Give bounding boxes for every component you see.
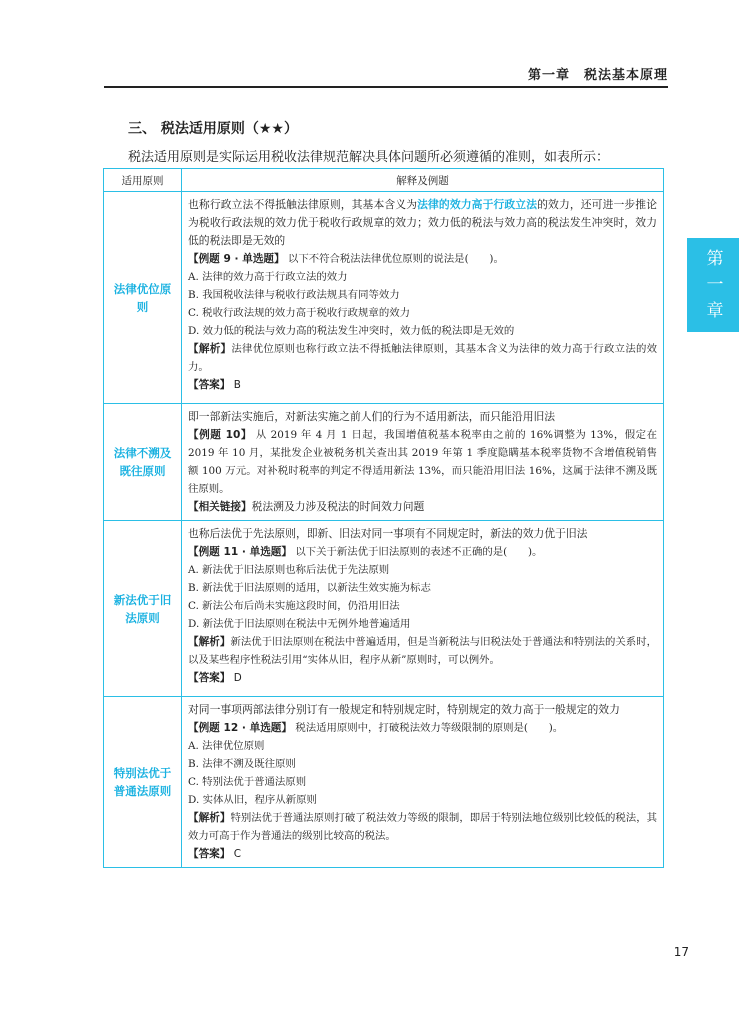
page-number: 17 <box>673 945 689 959</box>
chapter-tab-char: 第 <box>706 249 724 269</box>
example-question <box>188 250 657 268</box>
answer-value: D <box>233 672 242 684</box>
definition-text: 也称行政立法不得抵触法律原则，其基本含义为 <box>188 198 418 211</box>
option: C. 特别法优于普通法原则 <box>188 776 307 788</box>
option: B. 新法优于旧法原则的适用，以新法生效实施为标志 <box>188 582 431 594</box>
rule-explanation <box>182 404 664 521</box>
analysis <box>188 633 657 669</box>
table-header-row <box>104 169 664 192</box>
rule-definition: 即一部新法实施后，对新法实施之前人们的行为不适用新法，而只能沿用旧法 <box>188 410 556 423</box>
rule-definition: 也称后法优于先法原则，即新、旧法对同一事项有不同规定时，新法的效力优于旧法 <box>188 527 588 540</box>
option: D. 新法优于旧法原则在税法中无例外地普遍适用 <box>188 618 411 630</box>
example-text: 从 2019 年 4 月 1 日起，我国增值税基本税率由之前的 16%调整为 13%，假定在 2019 年 10 月，某批发企业被税务机关查出其 2019 年第 1 季度隐瞒基本税率货物不含增值税销售额 100 万元。对补税时税率的判定不得适用新法 13%，而只能沿用旧法 16%，这属于法律不溯及既往原则。 <box>188 429 657 495</box>
analysis-tag: 【解析】 <box>188 343 232 355</box>
column-header: 适用原则 <box>104 169 182 192</box>
table-row <box>104 697 664 868</box>
chapter-tab <box>687 238 739 332</box>
chapter-tab-char: 一 <box>706 275 724 295</box>
running-header <box>104 62 668 88</box>
example-text: 以下关于新法优于旧法原则的表述不正确的是( )。 <box>295 546 543 558</box>
option: C. 新法公布后尚未实施这段时间，仍沿用旧法 <box>188 600 400 612</box>
analysis-text: 新法优于旧法原则在税法中普遍适用，但是当新税法与旧税法处于普通法和特别法的关系时，以及某些程序性税法引用“实体从旧，程序从新”原则时，可以例外。 <box>188 636 658 666</box>
example-tag: 【例题 10】 <box>188 429 253 441</box>
table-row <box>104 404 664 521</box>
definition-text: 的效力，还可进一步推论为税收行政法规的效力优于税收行政规章的效力；效力低的税法与效力高的税法发生冲突时，效力低的税法即是无效的 <box>188 198 658 247</box>
rule-name: 新法优于旧法原则 <box>104 521 182 697</box>
example-text: 以下不符合税法法律优位原则的说法是( )。 <box>287 253 504 265</box>
option: D. 实体从旧，程序从新原则 <box>188 794 317 806</box>
example-tag: 【例题 12 · 单选题】 <box>188 722 292 734</box>
analysis-text: 法律优位原则也称行政立法不得抵触法律原则，其基本含义为法律的效力高于行政立法的效力。 <box>188 343 658 373</box>
example-question <box>188 719 657 737</box>
example-tag: 【例题 9 · 单选题】 <box>188 253 285 265</box>
section-heading: 三、 税法适用原则（★★） <box>128 121 298 137</box>
definition-highlight: 法律的效力高于行政立法 <box>417 198 538 211</box>
rule-name: 法律不溯及既往原则 <box>104 404 182 521</box>
option: A. 新法优于旧法原则也称后法优于先法原则 <box>188 564 390 576</box>
option: B. 我国税收法律与税收行政法规具有同等效力 <box>188 289 400 301</box>
answer-value: C <box>233 848 241 860</box>
answer <box>188 669 657 687</box>
link-text: 税法溯及力涉及税法的时间效力问题 <box>251 500 425 513</box>
analysis <box>188 809 657 845</box>
table-row <box>104 521 664 697</box>
answer-value: B <box>233 379 241 391</box>
option: A. 法律优位原则 <box>188 740 265 752</box>
option: C. 税收行政法规的效力高于税收行政规章的效力 <box>188 307 410 319</box>
analysis-tag: 【解析】 <box>188 636 231 648</box>
answer-tag: 【答案】 <box>188 379 231 391</box>
column-header: 解释及例题 <box>182 169 664 192</box>
example-question <box>188 543 657 561</box>
analysis-tag: 【解析】 <box>188 812 231 824</box>
analysis-text: 特别法优于普通法原则打破了税法效力等级的限制，即居于特别法地位级别比较低的税法，其效力可高于作为普通法的级别比较高的税法。 <box>188 812 658 842</box>
option: A. 法律的效力高于行政立法的效力 <box>188 271 348 283</box>
rule-explanation <box>182 521 664 697</box>
table-row <box>104 192 664 404</box>
answer-tag: 【答案】 <box>188 848 231 860</box>
rule-explanation <box>182 697 664 868</box>
rule-definition <box>188 196 657 250</box>
option: B. 法律不溯及既往原则 <box>188 758 296 770</box>
rule-name: 法律优位原则 <box>104 192 182 404</box>
answer <box>188 376 657 394</box>
chapter-title: 第一章 税法基本原理 <box>527 68 668 83</box>
principles-table <box>103 168 664 868</box>
rule-explanation <box>182 192 664 404</box>
related-link <box>188 498 657 516</box>
example-text: 税法适用原则中，打破税法效力等级限制的原则是( )。 <box>295 722 564 734</box>
rule-definition: 对同一事项两部法律分别订有一般规定和特别规定时，特别规定的效力高于一般规定的效力 <box>188 703 620 716</box>
example-tag: 【例题 11 · 单选题】 <box>188 546 292 558</box>
intro-paragraph: 税法适用原则是实际运用税收法律规范解决具体问题所必须遵循的准则，如表所示： <box>128 150 610 165</box>
answer <box>188 845 657 863</box>
answer-tag: 【答案】 <box>188 672 231 684</box>
example-question <box>188 426 657 498</box>
rule-name: 特别法优于普通法原则 <box>104 697 182 868</box>
option: D. 效力低的税法与效力高的税法发生冲突时，效力低的税法即是无效的 <box>188 325 515 337</box>
chapter-tab-char: 章 <box>706 301 724 321</box>
link-tag: 【相关链接】 <box>188 501 252 513</box>
analysis <box>188 340 657 376</box>
